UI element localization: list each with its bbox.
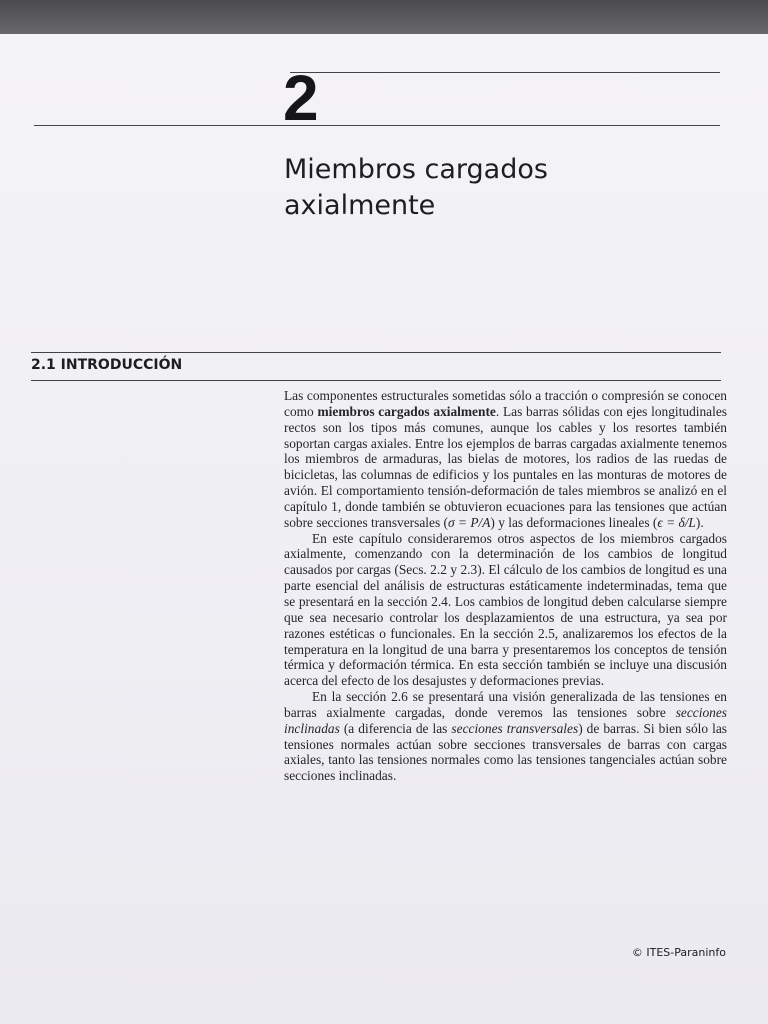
- paragraph-3-italic-a: secciones inclinadas: [284, 704, 727, 736]
- paragraph-1: [284, 388, 727, 531]
- section-rule-bottom: [31, 380, 721, 381]
- chapter-title: [284, 152, 548, 224]
- chapter-title-line-1: Miembros cargados: [284, 154, 548, 185]
- copyright-footer: © ITES-Paraninfo: [631, 946, 726, 959]
- paragraph-3-text-a: En la sección 2.6 se presentará una visión generalizada de las tensiones en barras axialmente cargadas, donde veremos las tensiones sobre: [284, 689, 727, 720]
- paragraph-1-text-d: ).: [695, 514, 704, 530]
- paragraph-1-text-c: ) y las deformaciones lineales (: [490, 514, 658, 530]
- stress-formula: σ = P/A: [447, 514, 491, 530]
- top-rule: [290, 72, 720, 73]
- body-text: [284, 388, 727, 784]
- section-rule-top: [31, 352, 721, 353]
- paragraph-1-bold-term: miembros cargados axialmente: [317, 403, 496, 419]
- chapter-title-line-2: axialmente: [284, 190, 436, 221]
- paragraph-2: En este capítulo consideraremos otros aspectos de los miembros cargados axialmente, comenzando con la determinación de los cambios de longitud causados por cargas (Secs. 2.2 y 2.3). El cálculo de los cambios de longitud es una parte esencial del análisis de estructuras estáticamente indeterminadas, tema que se presentará en la sección 2.4. Los cambios de longitud deben calcularse siempre que sea necesario controlar los desplazamientos de una estructura, ya sea por razones estéticas o funcionales. En la sección 2.5, analizaremos los efectos de la temperatura en la longitud de una barra y presentaremos los conceptos de tensión térmica y deformación térmica. En esta sección también se incluye una discusión acerca del efecto de los desajustes y deformaciones previas.: [284, 530, 727, 689]
- chapter-number: 2: [283, 62, 318, 134]
- strain-formula: ϵ = δ/L: [657, 514, 696, 530]
- paragraph-1-text-b: . Las barras sólidas con ejes longitudinales rectos son los tipos más comunes, aunque los cables y los resortes también soportan cargas axiales. Entre los ejemplos de barras cargadas axialmente tenemos los miembros de armaduras, las bielas de motores, los radios de las ruedas de bicicletas, las columnas de edificios y los puntales en las monturas de motores de avión. El comportamiento tensión-deformación de tales miembros se analizó en el capítulo 1, donde también se obtuvieron ecuaciones para las tensiones que actúan sobre secciones transversales (: [284, 403, 727, 530]
- paragraph-3: [284, 689, 727, 784]
- paragraph-3-italic-b: secciones transversales: [451, 720, 579, 736]
- paragraph-1-text-a: Las componentes estructurales sometidas sólo a tracción o compresión se conocen como: [284, 388, 727, 419]
- paragraph-3-text-b: (a diferencia de las: [339, 720, 452, 736]
- paragraph-3-text-c: ) de barras. Si bien sólo las tensiones normales actúan sobre secciones transversales de barras con cargas axiales, tanto las tensiones normales como las tensiones tangenciales actúan sobre secciones inclinadas.: [284, 720, 727, 784]
- section-heading: 2.1 INTRODUCCIÓN: [31, 357, 183, 373]
- chapter-rule: [34, 125, 720, 126]
- scan-top-border: [0, 0, 768, 38]
